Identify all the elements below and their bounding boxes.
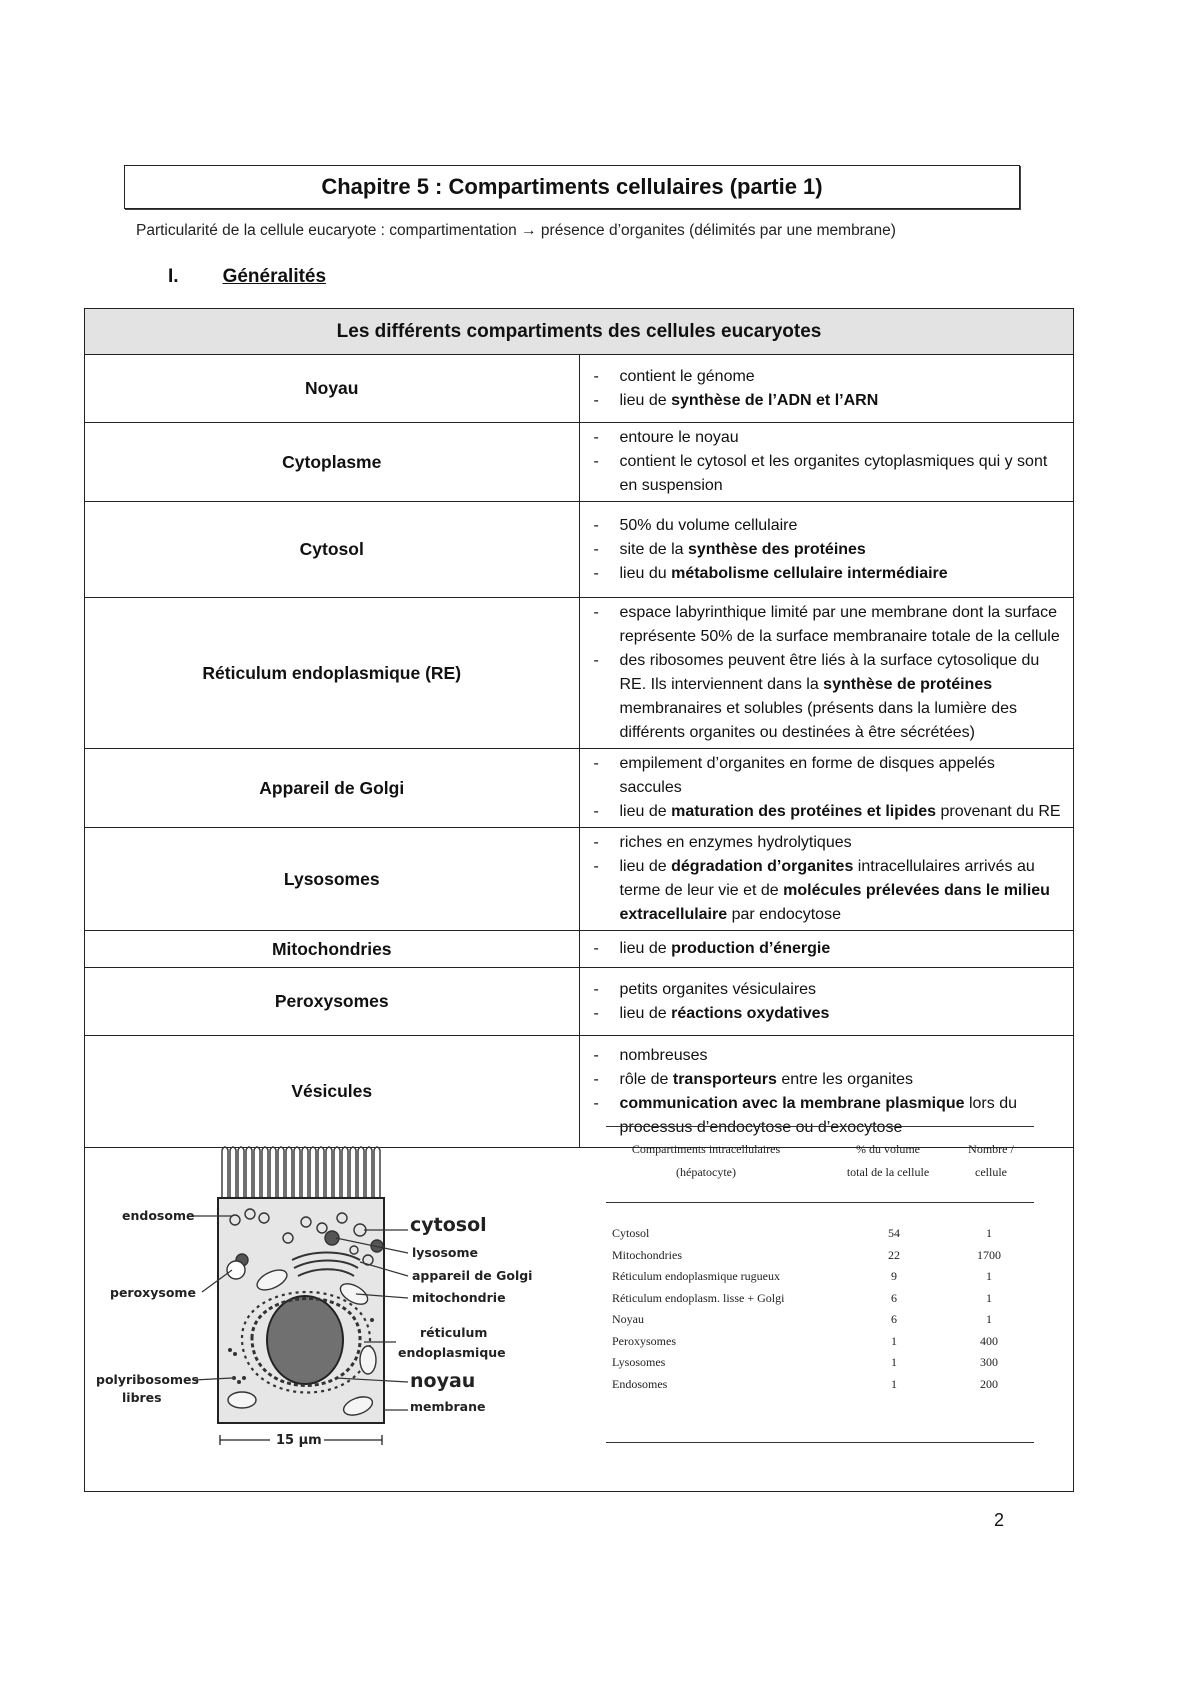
description-item [592,1002,1062,1026]
text: lieu de [619,1004,672,1022]
label-polyribosomes: polyribosomes [96,1372,199,1387]
cell-volume: 1 [891,1333,897,1348]
cell-count: 1700 [977,1247,1001,1262]
compartment-name: Mitochondries [85,931,580,968]
bold-text: synthèse de l’ADN et l’ARN [671,391,879,409]
label-cytosol: cytosol [410,1214,487,1236]
description-item [592,601,1062,649]
compartment-name: Appareil de Golgi [85,749,580,828]
compartment-name: Peroxysomes [85,968,580,1036]
bold-text: transporteurs [672,1070,777,1088]
description-item [592,800,1062,824]
cell-volume: 1 [891,1376,897,1391]
label-golgi: appareil de Golgi [412,1268,533,1283]
microvillus [342,1147,348,1198]
bold-text: métabolisme cellulaire intermédiaire [671,564,948,582]
section-heading [168,266,326,288]
microvillus [286,1147,292,1198]
microvillus [230,1147,236,1198]
text: des ribosomes peuvent être liés à la surface cytosolique du RE. Ils interviennent dans la [619,652,1040,693]
bold-text: dégradation d’organites [671,858,854,875]
cell-name: Réticulum endoplasm. lisse + Golgi [612,1290,785,1305]
table-row [85,749,1074,828]
text: entoure le noyau [619,429,739,446]
description-item [592,831,1062,855]
text: lieu de [619,803,672,820]
cell-volume: 1 [891,1355,897,1369]
label-membrane: membrane [410,1399,486,1414]
table-row [85,931,1074,968]
bold-text: synthèse des protéines [687,540,866,558]
cell-diagram [92,1110,592,1470]
header-volume: % du volume total de la cellule [846,1142,930,1179]
text: par endocytose [727,906,841,923]
compartment-description [579,749,1074,828]
description-item [592,562,1062,586]
label-endosome: endosome [122,1208,195,1223]
compartments-table-body [85,355,1074,1148]
label-noyau: noyau [410,1370,476,1392]
cell-name: Noyau [612,1312,644,1326]
label-peroxysome: peroxysome [110,1285,196,1300]
compartments-table [84,308,1074,1148]
cell-volume: 6 [891,1290,897,1305]
compartment-description [579,828,1074,931]
text: lieu de [619,858,672,875]
description-item [592,978,1062,1002]
table-row [85,423,1074,502]
description-item [592,752,1062,800]
bold-text: maturation des protéines et lipides [671,803,937,820]
text: nombreuses [619,1046,708,1064]
peroxysome-organelle [227,1261,245,1279]
text: provenant du RE [936,803,1061,820]
description-item [592,365,1062,389]
text: contient le cytosol et les organites cytoplasmiques qui y sont en suspension [619,453,1048,494]
text: petits organites vésiculaires [619,980,817,998]
microvillus [366,1147,372,1198]
nucleus [267,1296,343,1384]
cell-count: 1 [986,1226,992,1240]
header-compartments: Compartiments intracellulaires (hépatocyte) [631,1142,781,1179]
compartment-description [579,502,1074,598]
table-row [606,1377,1034,1400]
microvillus [334,1147,340,1198]
text: rôle de [619,1070,673,1088]
microvillus [374,1147,380,1198]
description-item [592,855,1062,927]
compartment-description [579,968,1074,1036]
label-endoplasmique: endoplasmique [398,1345,506,1360]
description-item [592,937,1062,961]
microvillus [270,1147,276,1198]
label-reticulum: réticulum [420,1325,488,1340]
text: lieu de [619,391,672,409]
table-row [85,502,1074,598]
table-rule-bottom [606,1442,1034,1443]
microvillus [278,1147,284,1198]
compartment-description [579,598,1074,749]
description-item [592,426,1062,450]
section-number: I. [168,266,179,287]
cell-count: 1 [986,1269,992,1283]
cell-name: Peroxysomes [612,1333,676,1348]
bold-text: molécules prélevées dans le milieu extracellulaire [619,882,1050,923]
microvillus [254,1147,260,1198]
table-row [85,598,1074,749]
label-scale: 15 µm [276,1433,322,1448]
table-row [85,828,1074,931]
cell-name: Cytosol [612,1226,650,1240]
section-title: Généralités [222,266,327,287]
microvillus [238,1147,244,1198]
compartment-description [579,355,1074,423]
compartment-description [579,931,1074,968]
table-row [606,1226,1034,1249]
cell-volume: 54 [888,1226,900,1240]
text: empilement d’organites en forme de disques appelés saccules [619,755,995,796]
table-row [606,1291,1034,1314]
table-rule-mid [606,1202,1034,1203]
cell-name: Mitochondries [612,1247,682,1262]
microvillus [326,1147,332,1198]
compartment-name: Lysosomes [85,828,580,931]
header-count: Nombre / cellule [968,1142,1014,1179]
description-item [592,538,1062,562]
compartment-name: Cytosol [85,502,580,598]
microvillus [350,1147,356,1198]
intro-text: Particularité de la cellule eucaryote : compartimentation → présence d’organites (délimités par une membrane) [136,222,896,239]
table-row [85,355,1074,423]
table-row [606,1248,1034,1271]
table-row [606,1269,1034,1292]
cell-count: 300 [980,1355,998,1369]
microvilli [222,1147,380,1198]
text: lieu de [619,940,672,957]
page-number: 2 [994,1510,1005,1530]
label-mitochondrie: mitochondrie [412,1290,506,1305]
bold-text: production d’énergie [671,940,831,957]
microvillus [294,1147,300,1198]
microvillus [302,1147,308,1198]
text: entre les organites [776,1070,913,1088]
cell-volume: 22 [888,1247,900,1262]
volume-table [606,1110,1034,1450]
label-libres: libres [122,1390,162,1405]
compartment-description [579,423,1074,502]
cell-volume: 6 [891,1312,897,1326]
chapter-title: Chapitre 5 : Compartiments cellulaires (partie 1) [124,165,1020,209]
text: contient le génome [619,367,755,385]
compartment-name: Noyau [85,355,580,423]
bold-text: synthèse de protéines [823,676,993,693]
text: site de la [619,540,688,558]
microvillus [318,1147,324,1198]
table-row [606,1334,1034,1357]
microvillus [310,1147,316,1198]
text: lors du processus d’endocytose ou d’exocytose [619,1094,1017,1136]
description-item [592,1044,1062,1068]
cell-count: 400 [980,1333,998,1348]
cell-name: Lysosomes [612,1355,666,1369]
bold-text: réactions oxydatives [671,1004,830,1022]
cell-count: 1 [986,1290,992,1305]
compartment-name: Cytoplasme [85,423,580,502]
cell-name: Réticulum endoplasmique rugueux [612,1269,780,1283]
label-lysosome: lysosome [412,1245,478,1260]
microvillus [222,1147,228,1198]
microvillus [358,1147,364,1198]
description-item [592,389,1062,413]
table-rule-top [606,1126,1034,1127]
description-item [592,514,1062,538]
compartment-name: Réticulum endoplasmique (RE) [85,598,580,749]
description-item [592,1068,1062,1092]
microvillus [262,1147,268,1198]
table-row [85,968,1074,1036]
text: riches en enzymes hydrolytiques [619,834,852,851]
table-heading: Les différents compartiments des cellules eucaryotes [85,309,1074,355]
microvillus [246,1147,252,1198]
cell-name: Endosomes [612,1376,668,1391]
text: espace labyrinthique limité par une membrane dont la surface représente 50% de la surface membranaire totale de la cellule [619,604,1060,645]
cell-count: 200 [980,1376,998,1391]
text: membranaires et solubles (présents dans la lumière des différents organites ou destinées à être sécrétées) [619,700,1018,741]
description-item [592,450,1062,498]
table-row [606,1355,1034,1378]
text: intracellulaires arrivés au terme de leur vie et de [619,858,1035,899]
text: 50% du volume cellulaire [619,516,798,534]
compartment-name: Vésicules [85,1036,580,1148]
bold-text: communication avec la membrane plasmique [619,1094,965,1112]
text: lieu du [619,564,672,582]
cell-count: 1 [986,1312,992,1326]
table-row [606,1312,1034,1335]
description-item [592,649,1062,745]
cell-volume: 9 [891,1269,897,1283]
